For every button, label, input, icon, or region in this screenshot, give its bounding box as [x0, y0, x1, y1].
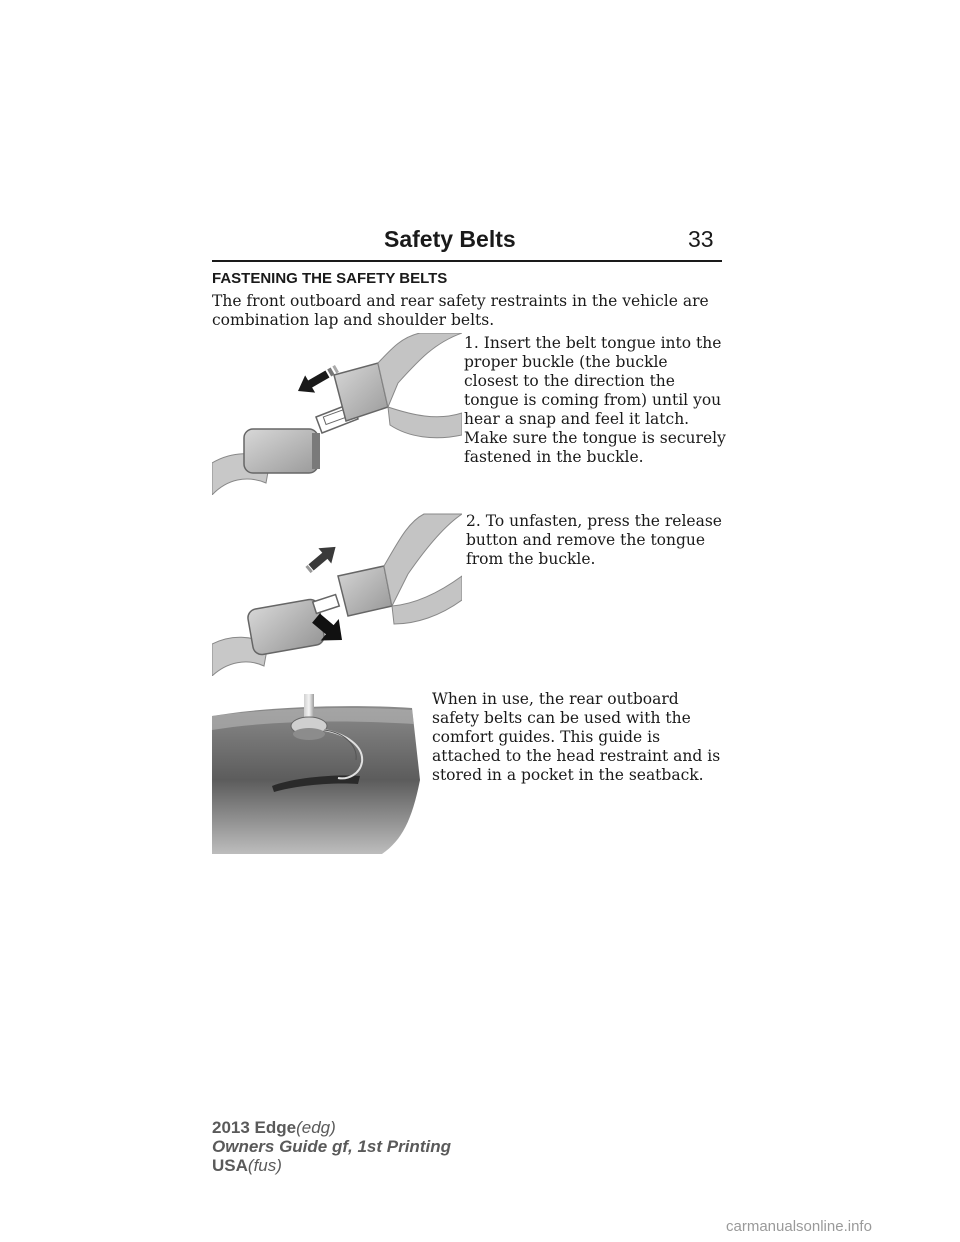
- page-header-title: Safety Belts: [384, 226, 516, 252]
- belt-release-illustration: [212, 512, 462, 676]
- section-heading: FASTENING THE SAFETY BELTS: [212, 270, 448, 287]
- footer-region: USA: [212, 1156, 248, 1175]
- page-number: 33: [688, 226, 714, 252]
- footer-region-line: [212, 1156, 451, 1175]
- footer-model-code: (edg): [296, 1118, 336, 1137]
- step-3-text: When in use, the rear outboard safety belts can be used with the comfort guides. This guide is attached to the head restraint and is stored in a pocket in the seatback.: [432, 690, 721, 784]
- intro-paragraph: The front outboard and rear safety restraints in the vehicle are combination lap and shoulder belts.: [212, 292, 709, 329]
- footer-guide-line: Owners Guide gf, 1st Printing: [212, 1137, 451, 1156]
- comfort-guide-illustration: [212, 690, 420, 854]
- watermark: carmanualsonline.info: [726, 1218, 872, 1235]
- step-1-text: 1. Insert the belt tongue into the proper buckle (the buckle closest to the direction the tongue is coming from) until you hear a snap and feel it latch. Make sure the tongue is securely fastened in the buckle.: [464, 334, 726, 466]
- step-2-text: 2. To unfasten, press the release button and remove the tongue from the buckle.: [466, 512, 722, 568]
- footer-model: 2013 Edge: [212, 1118, 297, 1137]
- footer-region-code: (fus): [247, 1156, 282, 1175]
- footer-print-info: [212, 1118, 451, 1175]
- belt-fasten-illustration: [212, 333, 462, 495]
- header-rule: [212, 260, 722, 262]
- footer-model-line: [212, 1118, 451, 1137]
